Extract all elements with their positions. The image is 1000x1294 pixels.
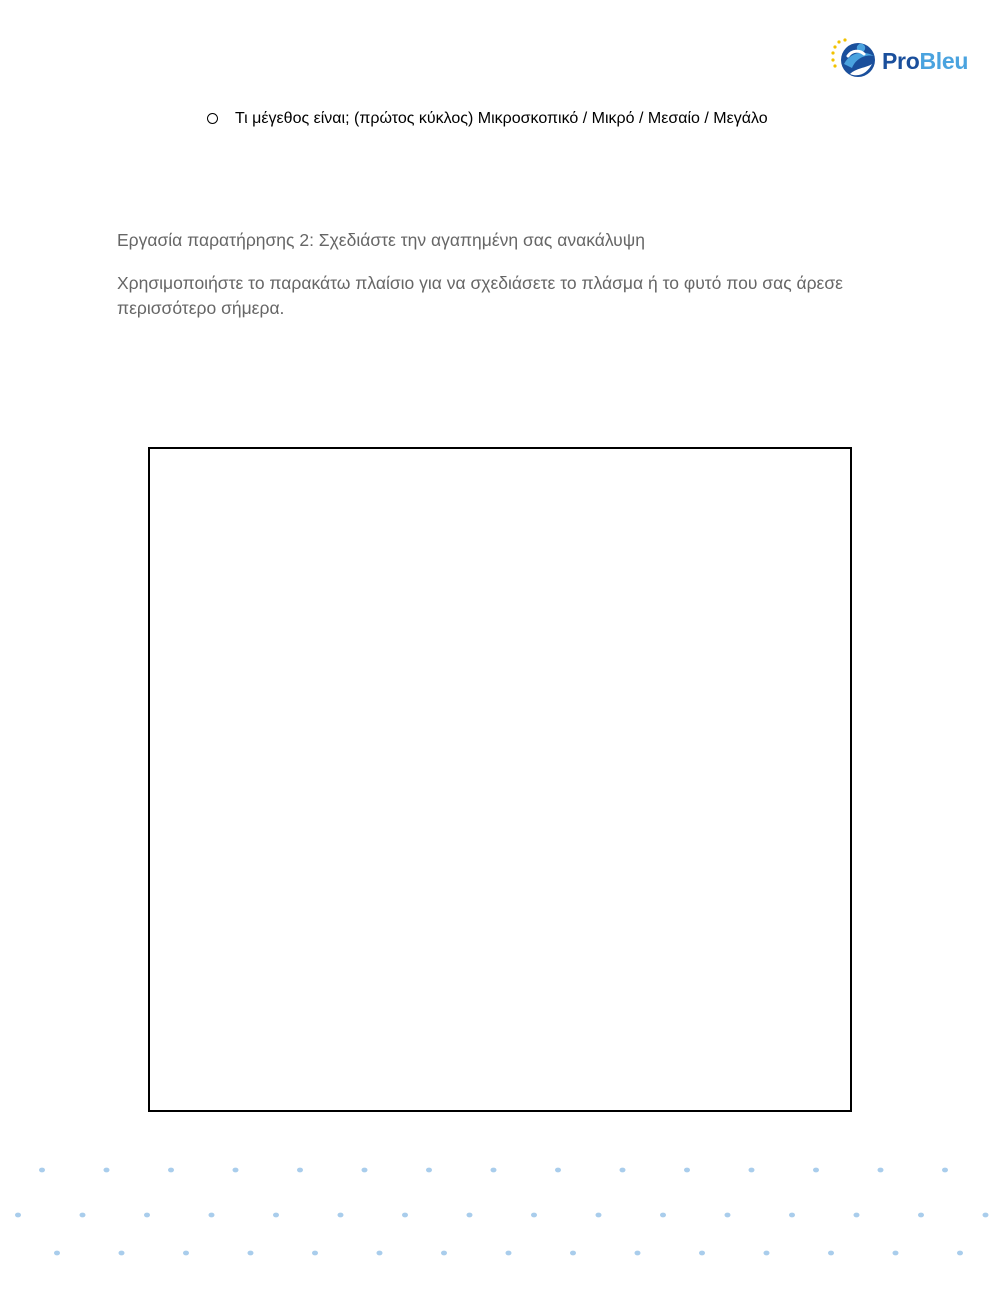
decorative-dot bbox=[506, 1251, 512, 1256]
decorative-dot bbox=[402, 1213, 408, 1218]
decorative-dot bbox=[893, 1251, 899, 1256]
decorative-dot bbox=[467, 1213, 473, 1218]
decorative-dot bbox=[104, 1168, 110, 1173]
decorative-dot bbox=[54, 1251, 60, 1256]
decorative-dot bbox=[183, 1251, 189, 1256]
decorative-dot bbox=[209, 1213, 215, 1218]
decorative-dot bbox=[918, 1213, 924, 1218]
decorative-dot bbox=[813, 1168, 819, 1173]
decorative-dot bbox=[15, 1213, 21, 1218]
decorative-dot bbox=[362, 1168, 368, 1173]
decorative-dot bbox=[828, 1251, 834, 1256]
decorative-dot bbox=[555, 1168, 561, 1173]
decorative-dot bbox=[660, 1213, 666, 1218]
decorative-dot-pattern bbox=[0, 1155, 1000, 1265]
decorative-dot bbox=[248, 1251, 254, 1256]
decorative-dot bbox=[699, 1251, 705, 1256]
decorative-dot bbox=[426, 1168, 432, 1173]
decorative-dot bbox=[377, 1251, 383, 1256]
decorative-dot bbox=[168, 1168, 174, 1173]
decorative-dot bbox=[789, 1213, 795, 1218]
decorative-dot bbox=[144, 1213, 150, 1218]
decorative-dot bbox=[764, 1251, 770, 1256]
logo-text-pro: Pro bbox=[882, 48, 920, 74]
decorative-dot bbox=[854, 1213, 860, 1218]
decorative-dot bbox=[942, 1168, 948, 1173]
decorative-dot bbox=[983, 1213, 989, 1218]
decorative-dot bbox=[684, 1168, 690, 1173]
decorative-dot bbox=[233, 1168, 239, 1173]
decorative-dot bbox=[273, 1213, 279, 1218]
decorative-dot bbox=[441, 1251, 447, 1256]
decorative-dot bbox=[312, 1251, 318, 1256]
decorative-dot bbox=[749, 1168, 755, 1173]
decorative-dot bbox=[531, 1213, 537, 1218]
decorative-dot bbox=[119, 1251, 125, 1256]
decorative-dot bbox=[596, 1213, 602, 1218]
decorative-dot bbox=[635, 1251, 641, 1256]
decorative-dot bbox=[80, 1213, 86, 1218]
probleu-logo bbox=[830, 38, 980, 82]
decorative-dot bbox=[957, 1251, 963, 1256]
decorative-dot bbox=[39, 1168, 45, 1173]
probleu-logo-icon bbox=[830, 38, 878, 82]
task-instructions: Χρησιμοποιήστε το παρακάτω πλαίσιο για να σχεδιάσετε το πλάσμα ή το φυτό που σας άρεσε περισσότερο σήμερα. bbox=[117, 273, 843, 318]
decorative-dot bbox=[491, 1168, 497, 1173]
decorative-dot bbox=[338, 1213, 344, 1218]
task-title: Εργασία παρατήρησης 2: Σχεδιάστε την αγαπημένη σας ανακάλυψη bbox=[117, 230, 645, 250]
hollow-bullet-icon bbox=[207, 113, 218, 124]
decorative-dot bbox=[620, 1168, 626, 1173]
drawing-area[interactable] bbox=[148, 447, 852, 1112]
decorative-dot bbox=[570, 1251, 576, 1256]
probleu-wordmark bbox=[882, 48, 968, 75]
decorative-dot bbox=[878, 1168, 884, 1173]
decorative-dot bbox=[725, 1213, 731, 1218]
decorative-dot bbox=[297, 1168, 303, 1173]
size-question-text: Τι μέγεθος είναι; (πρώτος κύκλος) Μικροσκοπικό / Μικρό / Μεσαίο / Μεγάλο bbox=[235, 110, 768, 127]
logo-text-bleu: Bleu bbox=[919, 48, 969, 74]
